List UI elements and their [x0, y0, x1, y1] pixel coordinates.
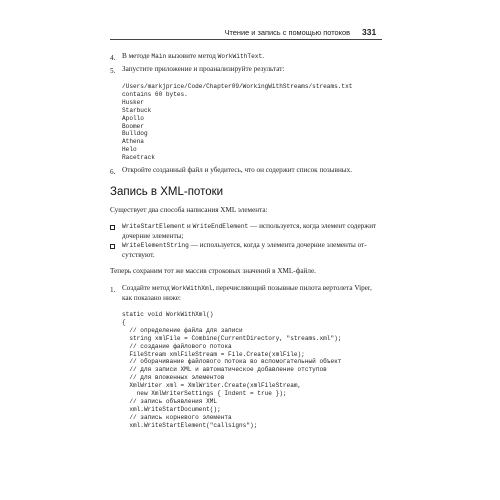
code-line: new XmlWriterSettings { Indent = true });: [122, 390, 287, 398]
output-line: /Users/markjprice/Code/Chapter09/WorkingWithStreams/streams.txt: [122, 83, 353, 90]
code-line: // запись объявления XML: [122, 397, 218, 405]
output-line: contains 60 bytes.: [122, 90, 188, 98]
output-line: Starbuck: [122, 106, 152, 114]
intro-paragraph: Существует два способа написания XML элемента:: [110, 206, 268, 214]
step-6-number: 6.: [110, 168, 116, 176]
code-line: // для записи XML и автоматическое добавление отступов: [122, 366, 327, 374]
output-line: Racetrack: [122, 154, 155, 162]
checkbox-bullet-icon: [110, 244, 115, 249]
bullet-2-line-2: сутствуют.: [122, 251, 155, 259]
checkbox-bullet-icon: [110, 225, 115, 230]
page-number: 331: [362, 27, 377, 37]
code-line: // определение файла для записи: [122, 326, 243, 334]
console-output: [122, 83, 352, 162]
step-4-number: 4.: [110, 54, 116, 62]
output-line: Athena: [122, 138, 144, 146]
bullet-1-line-2: дочерние элементы;: [122, 232, 184, 240]
code-line: xml.WriteStartElement("callsigns");: [122, 421, 258, 429]
output-line: Helo: [122, 146, 137, 154]
output-line: Husker: [122, 98, 144, 106]
code-line: static void WorkWithXml(): [122, 311, 214, 318]
inline-code-workwithxml: WorkWithXml: [171, 285, 213, 292]
step-1-line-1: Создайте метод WorkWithXml, перечисляющий позывные пилота вертолета Viper,: [122, 284, 372, 292]
code-line: FileStream xmlFileStream = File.Create(xmlFile);: [122, 350, 305, 358]
step-1-number: 1.: [110, 286, 116, 294]
code-listing: [122, 311, 341, 430]
code-line: xml.WriteStartDocument();: [122, 405, 221, 413]
code-line: // создание файлового потока: [122, 342, 232, 350]
transition-paragraph: Теперь сохраним тот же массив строковых значений в XML-файле.: [110, 267, 316, 275]
bullet-1-line-1: WriteStartElement и WriteEndElement — используется, когда элемент содержит: [122, 222, 377, 230]
inline-code-writeendelement: WriteEndElement: [192, 223, 249, 230]
output-line: Boomer: [122, 122, 144, 130]
running-title: Чтение и запись с помощью потоков: [224, 28, 350, 37]
inline-code-workwithtext: WorkWithText: [217, 53, 263, 60]
step-4-text: В методе Main вызовите метод WorkWithText.: [122, 52, 265, 60]
output-line: Apollo: [122, 114, 144, 122]
inline-code-main: Main: [151, 53, 167, 60]
output-line: Bulldog: [122, 130, 148, 138]
code-line: // для вложенных элементов: [122, 374, 225, 382]
step-1-line-2: как показано ниже:: [122, 294, 181, 302]
step-5-text: Запустите приложение и проанализируйте результат:: [122, 65, 285, 73]
code-line: string xmlFile = Combine(CurrentDirectory, "streams.xml");: [122, 334, 342, 342]
running-header: [110, 28, 382, 40]
code-line: // оборачивание файлового потока во вспомогательный объект: [122, 358, 342, 366]
code-line: {: [122, 318, 126, 326]
step-6-text: Откройте созданный файл и убедитесь, что он содержит список позывных.: [122, 166, 353, 174]
section-title: Запись в XML-потоки: [110, 186, 224, 198]
step-5-number: 5.: [110, 67, 116, 75]
code-line: XmlWriter xml = XmlWriter.Create(xmlFileStream,: [122, 382, 302, 390]
inline-code-writeelementstring: WriteElementString: [122, 242, 189, 249]
bullet-2-line-1: WriteElementString — используется, когда у элемента дочерние элементы от-: [122, 241, 367, 249]
inline-code-writestartelement: WriteStartElement: [122, 223, 186, 230]
code-line: // запись корневого элемента: [122, 413, 232, 421]
